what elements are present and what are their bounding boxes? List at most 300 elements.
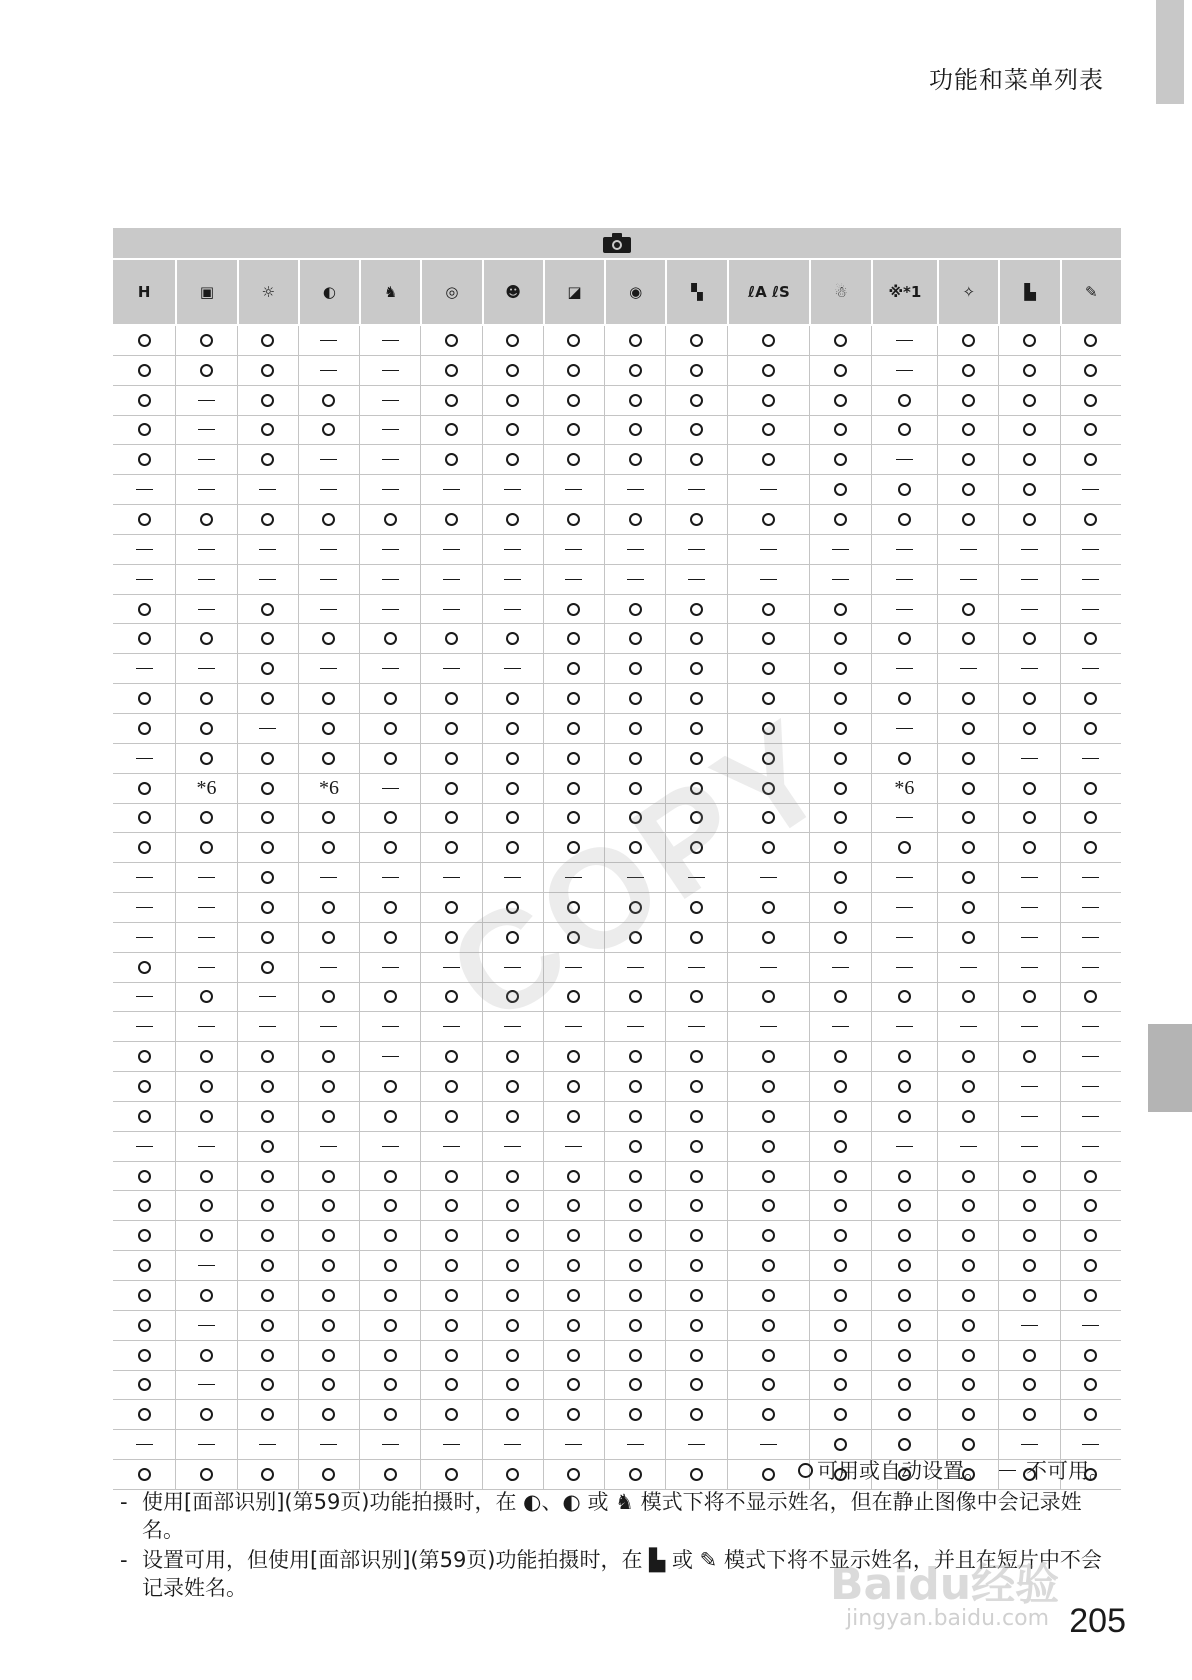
available-cell: [237, 923, 298, 952]
available-cell: [665, 774, 726, 803]
available-cell: [237, 1251, 298, 1280]
table-row: [113, 714, 1121, 744]
unavailable-cell: [1060, 744, 1121, 773]
available-cell: [809, 1251, 870, 1280]
unavailable-symbol-icon: [198, 877, 215, 878]
available-symbol-icon: [1084, 394, 1097, 407]
table-row: [113, 923, 1121, 953]
available-cell: [871, 416, 938, 445]
available-symbol-icon: [1023, 513, 1036, 526]
unavailable-symbol-icon: [1021, 758, 1038, 759]
available-cell: [665, 1251, 726, 1280]
available-symbol-icon: [629, 423, 642, 436]
unavailable-symbol-icon: [382, 788, 399, 789]
available-cell: [175, 1102, 236, 1131]
available-symbol-icon: [834, 513, 847, 526]
available-symbol-icon: [898, 1050, 911, 1063]
available-symbol-icon: [1023, 782, 1036, 795]
available-cell: [359, 1341, 420, 1370]
available-symbol-icon: [834, 931, 847, 944]
available-symbol-icon: [138, 1259, 151, 1272]
unavailable-symbol-icon: [1021, 907, 1038, 908]
available-symbol-icon: [834, 1170, 847, 1183]
available-symbol-icon: [322, 752, 335, 765]
unavailable-cell: [998, 595, 1059, 624]
available-symbol-icon: [762, 334, 775, 347]
unavailable-symbol-icon: [688, 579, 705, 580]
available-symbol-icon: [834, 990, 847, 1003]
available-symbol-icon: [962, 1438, 975, 1451]
unavailable-symbol-icon: [1021, 937, 1038, 938]
available-cell: [237, 624, 298, 653]
unavailable-cell: [871, 445, 938, 474]
available-symbol-icon: [898, 423, 911, 436]
available-cell: [665, 595, 726, 624]
available-symbol-icon: [261, 334, 274, 347]
table-row: [113, 1102, 1121, 1132]
available-cell: [1060, 774, 1121, 803]
unavailable-symbol-icon: [504, 579, 521, 580]
available-symbol-icon: [200, 1408, 213, 1421]
unavailable-symbol-icon: [1082, 1026, 1099, 1027]
available-symbol-icon: [762, 722, 775, 735]
available-symbol-icon: [690, 1349, 703, 1362]
available-cell: [665, 326, 726, 355]
unavailable-symbol-icon: [1082, 967, 1099, 968]
available-symbol-icon: [834, 394, 847, 407]
unavailable-cell: [809, 1012, 870, 1041]
available-cell: [543, 1042, 604, 1071]
available-symbol-icon: [506, 1199, 519, 1212]
unavailable-symbol-icon: [832, 579, 849, 580]
unavailable-symbol-icon: [382, 877, 399, 878]
unavailable-cell: [420, 565, 481, 594]
unavailable-cell: [420, 1430, 481, 1459]
available-symbol-icon: [445, 1378, 458, 1391]
available-cell: [113, 953, 175, 982]
available-cell: [482, 624, 543, 653]
available-symbol-icon: [962, 692, 975, 705]
unavailable-cell: [482, 595, 543, 624]
available-cell: [937, 595, 998, 624]
available-cell: [937, 326, 998, 355]
available-symbol-icon: [898, 1229, 911, 1242]
unavailable-cell: [998, 1311, 1059, 1340]
available-symbol-icon: [384, 901, 397, 914]
available-cell: [665, 923, 726, 952]
available-symbol-icon: [962, 722, 975, 735]
unavailable-cell: [482, 475, 543, 504]
available-cell: [543, 774, 604, 803]
unavailable-cell: [1060, 863, 1121, 892]
available-cell: [543, 1102, 604, 1131]
table-row: [113, 535, 1121, 565]
available-cell: [1060, 505, 1121, 534]
available-cell: [482, 1400, 543, 1429]
low-light-icon: ☼: [237, 260, 298, 324]
table-row: [113, 1281, 1121, 1311]
available-cell: [937, 833, 998, 862]
table-row: [113, 1221, 1121, 1251]
available-cell: [359, 684, 420, 713]
available-symbol-icon: [629, 1170, 642, 1183]
unavailable-cell: [359, 326, 420, 355]
available-cell: [998, 326, 1059, 355]
available-cell: [809, 475, 870, 504]
available-cell: [809, 356, 870, 385]
available-cell: [998, 684, 1059, 713]
available-symbol-icon: [445, 782, 458, 795]
available-symbol-icon: [384, 752, 397, 765]
available-symbol-icon: [200, 990, 213, 1003]
available-cell: [113, 1221, 175, 1250]
unavailable-symbol-icon: [1082, 907, 1099, 908]
unavailable-cell: [359, 416, 420, 445]
available-symbol-icon: [261, 423, 274, 436]
available-symbol-icon: [138, 1468, 151, 1481]
available-symbol-icon: [138, 1378, 151, 1391]
available-cell: [113, 684, 175, 713]
available-symbol-icon: [261, 1110, 274, 1123]
unavailable-symbol-icon: [896, 459, 913, 460]
unavailable-cell: [359, 774, 420, 803]
available-cell: [665, 1460, 726, 1489]
available-symbol-icon: [690, 1170, 703, 1183]
available-cell: [604, 893, 665, 922]
unavailable-symbol-icon: [382, 1444, 399, 1445]
available-cell: [1060, 1191, 1121, 1220]
available-symbol-icon: [962, 1349, 975, 1362]
section-side-tab: [1148, 1024, 1192, 1112]
unavailable-symbol-icon: [896, 1026, 913, 1027]
unavailable-cell: [175, 595, 236, 624]
available-symbol-icon: [138, 453, 151, 466]
unavailable-cell: [543, 565, 604, 594]
available-symbol-icon: [138, 423, 151, 436]
table-row: [113, 833, 1121, 863]
available-symbol-icon: [384, 722, 397, 735]
available-symbol-icon: [898, 1259, 911, 1272]
available-cell: [175, 744, 236, 773]
page-title: 功能和菜单列表: [929, 66, 1104, 94]
available-cell: [298, 744, 359, 773]
available-symbol-icon: [261, 841, 274, 854]
unavailable-symbol-icon: [320, 967, 337, 968]
available-cell: [359, 714, 420, 743]
unavailable-cell: [998, 654, 1059, 683]
available-cell: [543, 1311, 604, 1340]
unavailable-cell: [1060, 1012, 1121, 1041]
unavailable-symbol-icon: [443, 1146, 460, 1147]
available-cell: [543, 1251, 604, 1280]
legend-available-text: 可用或自动设置。: [817, 1459, 985, 1483]
unavailable-cell: [998, 1132, 1059, 1161]
available-symbol-icon: [834, 662, 847, 675]
unavailable-cell: [359, 1042, 420, 1071]
unavailable-cell: [871, 535, 938, 564]
available-symbol-icon: [384, 1110, 397, 1123]
available-cell: [727, 804, 810, 833]
table-row: [113, 953, 1121, 983]
available-cell: [359, 1251, 420, 1280]
unavailable-cell: [359, 863, 420, 892]
available-symbol-icon: [322, 1259, 335, 1272]
available-cell: [998, 1281, 1059, 1310]
available-cell: [543, 1341, 604, 1370]
available-cell: [604, 595, 665, 624]
available-cell: [998, 445, 1059, 474]
unavailable-symbol-icon: [1082, 609, 1099, 610]
available-symbol-icon: [200, 1170, 213, 1183]
available-cell: [543, 1400, 604, 1429]
available-cell: [809, 1341, 870, 1370]
available-cell: [727, 1102, 810, 1131]
available-symbol-icon: [1084, 811, 1097, 824]
available-symbol-icon: [445, 453, 458, 466]
available-cell: [727, 1191, 810, 1220]
unavailable-symbol-icon: [896, 1146, 913, 1147]
available-cell: [482, 923, 543, 952]
available-symbol-icon: [567, 1289, 580, 1302]
available-symbol-icon: [834, 811, 847, 824]
available-cell: [871, 475, 938, 504]
star-icon: ✧: [937, 260, 998, 324]
available-symbol-icon: [384, 1259, 397, 1272]
available-cell: [809, 326, 870, 355]
available-symbol-icon: [567, 1468, 580, 1481]
unavailable-symbol-icon: [443, 489, 460, 490]
available-symbol-icon: [138, 334, 151, 347]
available-symbol-icon: [762, 1110, 775, 1123]
footnote-text: 使用[面部识别](第59页)功能拍摄时，在 ◐、◐ 或 ♞ 模式下将不显示姓名，但在静止图像中会记录姓名。: [142, 1490, 1082, 1542]
available-cell: [937, 1311, 998, 1340]
unavailable-symbol-icon: [1082, 1056, 1099, 1057]
available-symbol-icon: [1023, 364, 1036, 377]
available-symbol-icon: [384, 1349, 397, 1362]
available-symbol-icon: [898, 990, 911, 1003]
available-cell: [482, 1072, 543, 1101]
unavailable-symbol-icon: [198, 937, 215, 938]
available-cell: [809, 774, 870, 803]
available-symbol-icon: [898, 632, 911, 645]
unavailable-symbol-icon: [1021, 967, 1038, 968]
available-symbol-icon: [898, 1080, 911, 1093]
unavailable-symbol-icon: [136, 668, 153, 669]
available-cell: [420, 833, 481, 862]
available-cell: [298, 1221, 359, 1250]
fireworks-icon: ※*1: [871, 260, 938, 324]
available-cell: [604, 1102, 665, 1131]
function-menu-table: [113, 228, 1121, 1490]
available-symbol-icon: [834, 1229, 847, 1242]
chapter-thumb-tab: [1156, 0, 1184, 104]
available-symbol-icon: [567, 603, 580, 616]
available-symbol-icon: [261, 1229, 274, 1242]
available-cell: [359, 893, 420, 922]
unavailable-cell: [1060, 475, 1121, 504]
available-symbol-icon: [834, 692, 847, 705]
available-symbol-icon: [445, 1110, 458, 1123]
unavailable-symbol-icon: [136, 937, 153, 938]
available-cell: [237, 445, 298, 474]
available-symbol-icon: [1023, 632, 1036, 645]
available-cell: [298, 714, 359, 743]
unavailable-cell: [482, 565, 543, 594]
available-symbol-icon: [567, 334, 580, 347]
available-cell: [359, 1221, 420, 1250]
available-symbol-icon: [834, 364, 847, 377]
available-cell: [1060, 1371, 1121, 1400]
portrait-icon: ◐: [298, 260, 359, 324]
unavailable-cell: [359, 1012, 420, 1041]
available-cell: [809, 1072, 870, 1101]
available-symbol-icon: [567, 811, 580, 824]
unavailable-symbol-icon: [136, 579, 153, 580]
available-symbol-icon: [384, 990, 397, 1003]
unavailable-symbol-icon: [627, 1444, 644, 1445]
unavailable-cell: [1060, 1102, 1121, 1131]
available-cell: [604, 1311, 665, 1340]
available-cell: [298, 1251, 359, 1280]
legend-unavailable-text: 不可用。: [1026, 1459, 1110, 1483]
available-cell: [1060, 833, 1121, 862]
unavailable-symbol-icon: [443, 877, 460, 878]
available-cell: [871, 624, 938, 653]
unavailable-symbol-icon: [320, 340, 337, 341]
available-symbol-icon: [1084, 782, 1097, 795]
available-symbol-icon: [898, 1170, 911, 1183]
unavailable-cell: [871, 863, 938, 892]
unavailable-symbol-icon: [259, 1026, 276, 1027]
available-cell: [543, 804, 604, 833]
available-symbol-icon: [138, 632, 151, 645]
available-symbol-icon: [506, 782, 519, 795]
available-symbol-icon: [506, 1110, 519, 1123]
available-cell: [998, 416, 1059, 445]
available-cell: [482, 1341, 543, 1370]
available-symbol-icon: [200, 364, 213, 377]
available-symbol-icon: [962, 423, 975, 436]
available-cell: [604, 416, 665, 445]
available-cell: [727, 1072, 810, 1101]
available-symbol-icon: [898, 483, 911, 496]
available-cell: [175, 326, 236, 355]
available-symbol-icon: [1084, 1170, 1097, 1183]
available-cell: [237, 595, 298, 624]
available-symbol-icon: [962, 931, 975, 944]
available-cell: [665, 833, 726, 862]
available-cell: [1060, 1221, 1121, 1250]
available-cell: [871, 1162, 938, 1191]
available-cell: [113, 774, 175, 803]
unavailable-symbol-icon: [688, 549, 705, 550]
table-row: [113, 416, 1121, 446]
unavailable-cell: [175, 475, 236, 504]
mode-icons-row: [113, 258, 1121, 326]
baidu-url-watermark: jingyan.baidu.com: [846, 1606, 1050, 1631]
available-cell: [175, 1460, 236, 1489]
available-cell: [937, 1371, 998, 1400]
available-cell: [937, 684, 998, 713]
unavailable-symbol-icon: [760, 579, 777, 580]
unavailable-symbol-icon: [320, 370, 337, 371]
available-symbol-icon: [834, 1110, 847, 1123]
unavailable-cell: [604, 535, 665, 564]
unavailable-cell: [237, 565, 298, 594]
unavailable-cell: [482, 1012, 543, 1041]
page-number: 205: [1069, 1602, 1126, 1640]
available-symbol-icon: [200, 1050, 213, 1063]
footnote-ref-cell: *6: [298, 774, 359, 803]
table-row: [113, 1162, 1121, 1192]
unavailable-symbol-icon: [565, 549, 582, 550]
available-symbol-icon: [1084, 722, 1097, 735]
unavailable-symbol-icon: [382, 609, 399, 610]
available-cell: [482, 1221, 543, 1250]
available-cell: [604, 445, 665, 474]
available-symbol-icon: [1023, 1259, 1036, 1272]
available-cell: [604, 1162, 665, 1191]
unavailable-cell: [359, 445, 420, 474]
unavailable-symbol-icon: [1021, 1026, 1038, 1027]
unavailable-symbol-icon: [565, 1026, 582, 1027]
available-symbol-icon: [384, 811, 397, 824]
unavailable-cell: [727, 863, 810, 892]
available-symbol-icon: [445, 901, 458, 914]
available-cell: [998, 774, 1059, 803]
unavailable-symbol-icon: [627, 1026, 644, 1027]
available-cell: [604, 1072, 665, 1101]
available-cell: [420, 326, 481, 355]
available-symbol-icon: [629, 334, 642, 347]
unavailable-cell: [298, 654, 359, 683]
unavailable-cell: [1060, 923, 1121, 952]
unavailable-symbol-icon: [198, 579, 215, 580]
available-symbol-icon: [962, 1378, 975, 1391]
table-row: [113, 326, 1121, 356]
available-symbol-icon: [506, 931, 519, 944]
unavailable-symbol-icon: [1082, 758, 1099, 759]
poster-icon: ▚: [665, 260, 726, 324]
available-cell: [482, 445, 543, 474]
available-symbol-icon: [445, 1050, 458, 1063]
available-symbol-icon: [762, 1259, 775, 1272]
unavailable-cell: [420, 654, 481, 683]
available-cell: [543, 1191, 604, 1220]
available-cell: [809, 1102, 870, 1131]
available-cell: [604, 654, 665, 683]
available-symbol-icon: [690, 334, 703, 347]
available-cell: [420, 1460, 481, 1489]
unavailable-cell: [175, 565, 236, 594]
available-symbol-icon: [898, 1349, 911, 1362]
unavailable-symbol-icon: [504, 1444, 521, 1445]
camera-icon: [602, 232, 632, 254]
unavailable-cell: [543, 1012, 604, 1041]
available-cell: [420, 1371, 481, 1400]
available-symbol-icon: [322, 423, 335, 436]
available-symbol-icon: [834, 1289, 847, 1302]
available-cell: [420, 714, 481, 743]
available-symbol-icon: [1023, 1170, 1036, 1183]
unavailable-symbol-icon: [1021, 1146, 1038, 1147]
table-row: [113, 1341, 1121, 1371]
unavailable-symbol-icon: [688, 1444, 705, 1445]
available-symbol-icon: [384, 1319, 397, 1332]
available-cell: [543, 684, 604, 713]
unavailable-cell: [543, 1430, 604, 1459]
unavailable-cell: [113, 893, 175, 922]
